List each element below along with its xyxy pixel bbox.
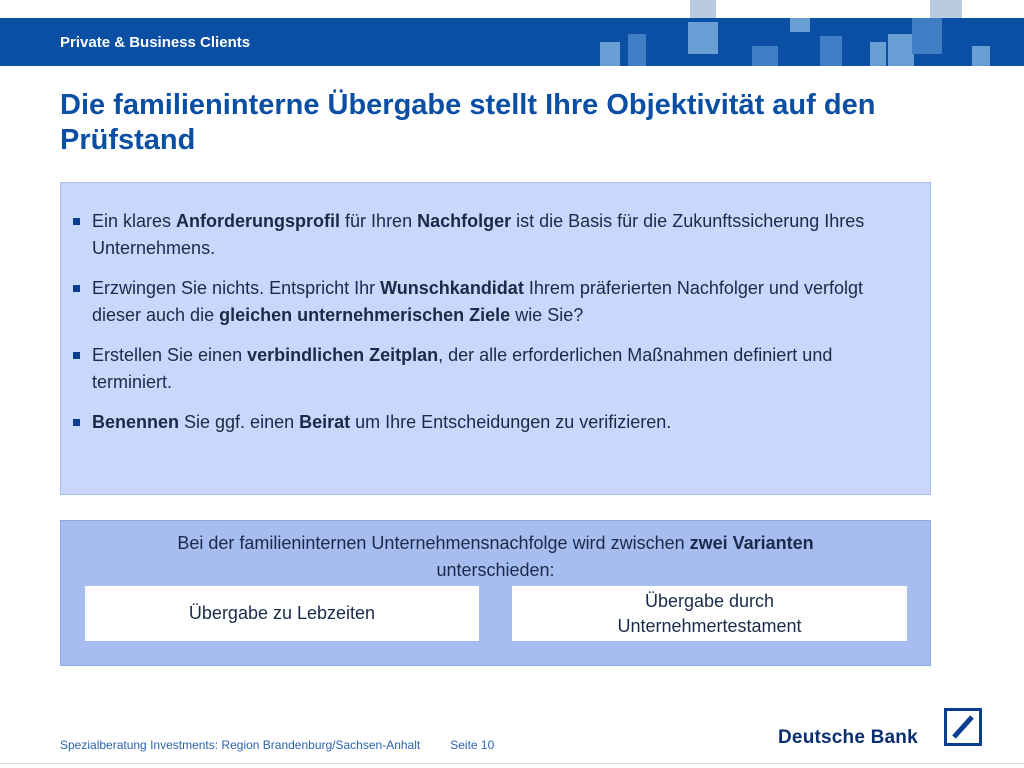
decor-square [752, 46, 778, 66]
bullet-item: Erstellen Sie einen verbindlichen Zeitplan, der alle erforderlichen Maßnahmen definiert und terminiert. [73, 342, 903, 396]
variant-card-lifetime: Übergabe zu Lebzeiten [85, 586, 479, 641]
bullet-item: Benennen Sie ggf. einen Beirat um Ihre Entscheidungen zu verifizieren. [73, 409, 903, 436]
decor-square [820, 36, 842, 66]
bullet-square-icon [73, 285, 80, 292]
footer-text: Spezialberatung Investments: Region Brandenburg/Sachsen-Anhalt [60, 738, 421, 752]
page-title: Die familieninterne Übergabe stellt Ihre Objektivität auf den Prüfstand [60, 89, 876, 156]
decor-square [930, 0, 962, 18]
bullet-square-icon [73, 352, 80, 359]
decor-square [972, 46, 990, 66]
decor-square [688, 22, 718, 54]
bullet-box [60, 182, 931, 495]
decor-square [870, 42, 886, 66]
bullet-square-icon [73, 419, 80, 426]
decor-square [888, 34, 914, 66]
header-title: Private & Business Clients [60, 34, 251, 51]
logo-wordmark: Deutsche Bank [778, 727, 918, 748]
bottom-divider [0, 763, 1024, 764]
variant-card-testament: Übergabe durch Unternehmertestament [512, 586, 907, 641]
decor-square [790, 18, 810, 32]
decor-square [628, 34, 646, 66]
footer [60, 738, 494, 752]
bullet-item: Ein klares Anforderungsprofil für Ihren Nachfolger ist die Basis für die Zukunftssicherung Ihres Unternehmens. [73, 208, 903, 262]
decor-square [690, 0, 716, 18]
decor-square [600, 42, 620, 66]
header-bar [0, 18, 1024, 66]
page-number: Seite 10 [450, 738, 495, 752]
deutsche-bank-logo-icon [944, 708, 982, 746]
decor-square [912, 18, 942, 54]
bullet-item: Erzwingen Sie nichts. Entspricht Ihr Wunschkandidat Ihrem präferierten Nachfolger und verfolgt dieser auch die gleichen unternehmerischen Ziele wie Sie? [73, 275, 903, 329]
bullet-list [73, 208, 903, 449]
variants-intro: Bei der familieninternen Unternehmensnachfolge wird zwischen zwei Varianten unterschieden: [177, 533, 814, 580]
bullet-square-icon [73, 218, 80, 225]
